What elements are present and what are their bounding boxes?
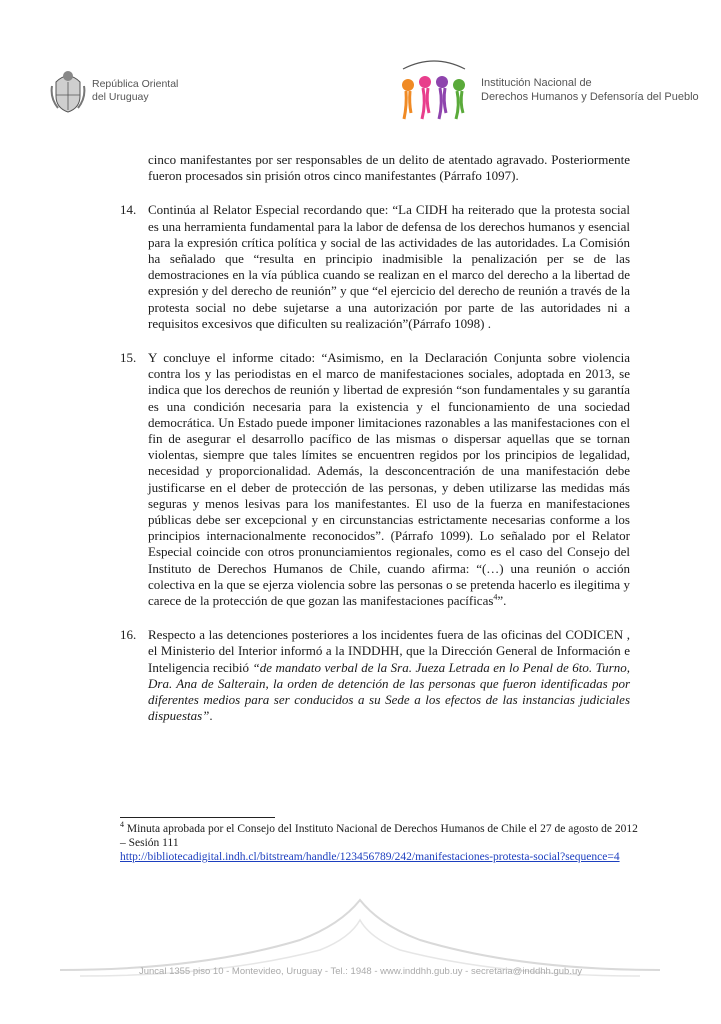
numbered-paragraph-16: [120, 627, 630, 724]
logo-figure-1: [402, 79, 414, 119]
footnote-link[interactable]: http://bibliotecadigital.indh.cl/bitstream/handle/123456789/242/manifestaciones-protesta-social?sequence=4: [120, 851, 620, 863]
document-body: [120, 152, 630, 743]
paragraph-number: 15.: [120, 350, 137, 366]
coat-of-arms-icon: [50, 68, 86, 114]
institution-line-1: Institución Nacional de: [481, 77, 592, 89]
numbered-paragraph-15: [120, 350, 630, 609]
inddhh-logo-icon: [395, 55, 473, 125]
header-left: [50, 68, 178, 114]
paragraph-text-end: ”.: [497, 593, 507, 609]
footnote-reference[interactable]: 4: [493, 592, 498, 602]
paragraph-text-end: .: [209, 708, 213, 724]
institution-line-2: Derechos Humanos y Defensoría del Pueblo: [481, 91, 699, 103]
logo-figure-4: [453, 79, 465, 119]
logo-figure-3: [436, 76, 448, 119]
paragraph-text: Continúa al Relator Especial recordando que: “La CIDH ha reiterado que la protesta social es una herramienta fundamental para la labor de defensa de los derechos humanos y esencial para la expresión crítica política y social de las actividades de las autoridades. La Comisión ha señalado que “resulta en principio inadmisible la penalización per se de las demostraciones en la vía pública cuando se realizan en el marco del derecho a la libertad de expresión y del derecho de reunión” y que “el ejercicio del derecho de reunión a través de la protesta social no debe sujetarse a una autorización por parte de las autoridades ni a requisitos excesivos que dificulten su realización”(Párrafo 1098) .: [148, 202, 630, 331]
footnote-divider: [120, 817, 275, 818]
country-line-2: del Uruguay: [92, 91, 149, 103]
country-line-1: República Oriental: [92, 78, 179, 90]
numbered-paragraph-14: [120, 202, 630, 332]
paragraph-number: 14.: [120, 202, 137, 218]
paragraph-number: 16.: [120, 627, 137, 643]
footnote-number: 4: [120, 820, 124, 830]
paragraph-text: Y concluye el informe citado: “Asimismo, en la Declaración Conjunta sobre violencia contra los y las periodistas en el marco de manifestaciones sociales, adoptada en 2013, se indica que los derechos de reunión y libertad de expresión “son fundamentales y su garantía es una condición necesaria para la existencia y el funcionamiento de una sociedad democrática. Un Estado puede imponer limitaciones razonables a las manifestaciones con el fin de asegurar el desarrollo pacífico de las mismas o dispersar aquellas que se tornan violentas, siempre que tales límites se encuentren regidos por los principios de legalidad, necesidad y proporcionalidad. Además, la desconcentración de una manifestación debe justificarse en el deber de protección de las personas, y deben utilizarse las medidas más seguras y menos lesivas para los manifestantes. El uso de la fuerza en manifestaciones públicas debe ser excepcional y en circunstancias estrictamente necesarias conforme a los principios internacionalmente reconocidos”. (Párrafo 1099). Lo señalado por el Relator Especial coincide con otros pronunciamientos regionales, como es el caso del Consejo del Instituto de Derechos Humanos de Chile, cuando afirma: “(…) una reunión o acción colectiva en la que se ejerza violencia sobre las personas o se pretenda hacerlo es ilegitima y carece de la protección de que gozan las manifestaciones pacíficas: [148, 350, 630, 609]
footnote-text: Minuta aprobada por el Consejo del Instituto Nacional de Derechos Humanos de Chile el 27 de agosto de 2012 – Sesión 111: [120, 823, 638, 849]
paragraph-text: Respecto a las detenciones posteriores a los incidentes fuera de las oficinas del CODICEN , el Ministerio del Interior informó a la INDDHH, que la Dirección General de Información e Inteligencia recibió: [148, 627, 630, 675]
continuation-paragraph: cinco manifestantes por ser responsables de un delito de atentado agravado. Posteriormente fueron procesados sin prisión otros cinco manifestantes (Párrafo 1097).: [148, 152, 630, 184]
quoted-mandate: “de mandato verbal de la Sra. Jueza Letrada en lo Penal de 6to. Turno, Dra. Ana de Salterain, la orden de detención de las personas que fueron identificadas por diferentes medios para ser conducidos a su Sede a los efectos de las instancias judiciales dispuestas”: [148, 659, 630, 724]
logo-figure-2: [419, 76, 431, 119]
footnote: [120, 822, 640, 864]
footer-address: Juncal 1355 piso 10 - Montevideo, Uruguay - Tel.: 1948 - www.inddhh.gub.uy - secretaria@inddhh.gub.uy: [138, 966, 583, 977]
header-right: [395, 55, 699, 125]
